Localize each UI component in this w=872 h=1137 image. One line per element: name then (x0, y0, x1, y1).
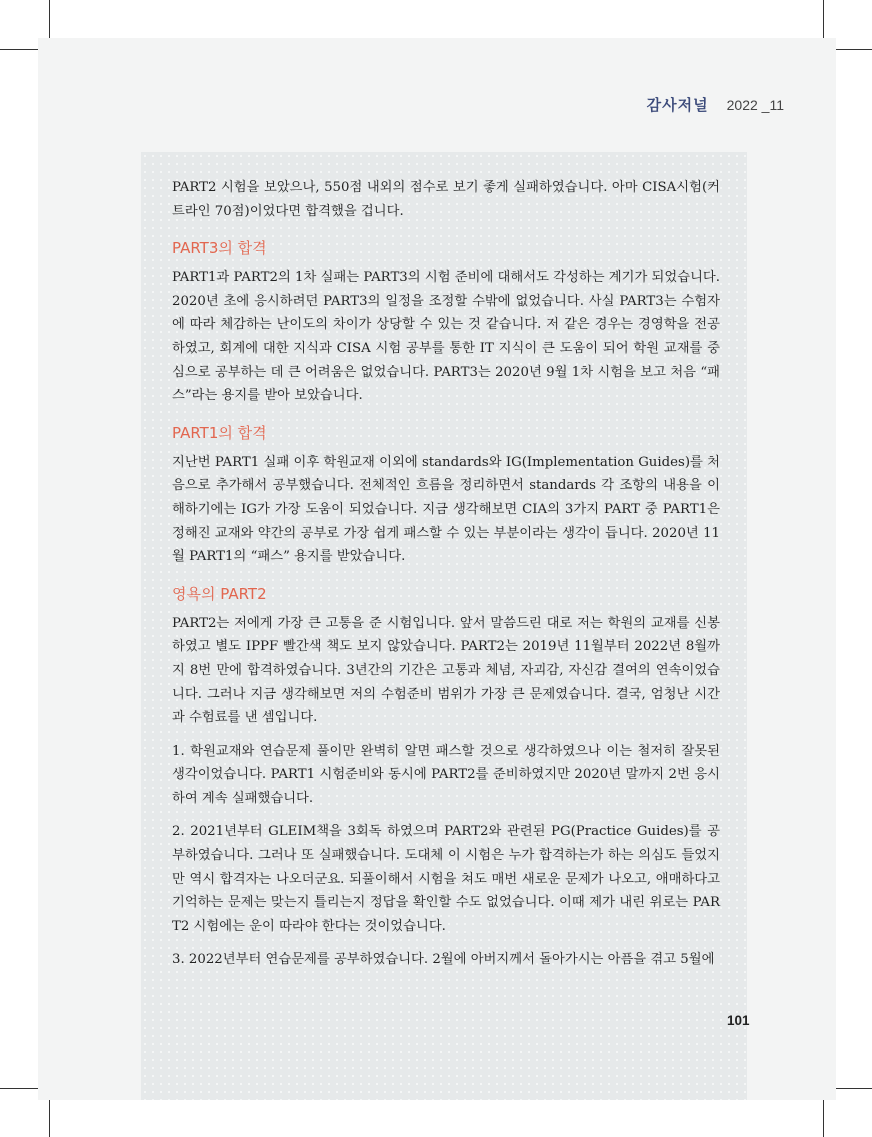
body-paragraph: 3. 2022년부터 연습문제를 공부하였습니다. 2월에 아버지께서 돌아가시는 아픔을 겪고 5월에 (172, 952, 715, 968)
body-paragraph: PART2는 저에게 가장 큰 고통을 준 시험입니다. 앞서 말씀드린 대로 저는 학원의 교재를 신봉하였고 별도 IPPF 빨간색 책도 보지 않았습니다. PART2는 2019년 11월부터 2022년 8월까지 8번 만에 합격하였습니다. 3년간의 기간은 고통과 체념, 자괴감, 자신감 결여의 연속이었습니다. 그러나 지금 생각해보면 저의 수험준비 범위가 가장 큰 문제였습니다. 결국, 엄청난 시간과 수험료를 낸 셈입니다. (172, 615, 720, 726)
article-body (172, 176, 720, 982)
crop-mark (836, 1088, 872, 1089)
section-heading: PART3의 합격 (172, 239, 267, 258)
page-number: 101 (727, 1013, 750, 1028)
issue-label: 2022 _11 (726, 97, 784, 113)
section-heading: PART1의 합격 (172, 423, 267, 442)
crop-mark (49, 0, 50, 38)
body-paragraph: 지난번 PART1 실패 이후 학원교재 이외에 standards와 IG(Implementation Guides)를 처음으로 추가해서 공부했습니다. 전체적인 흐름을 정리하면서 standards 각 조항의 내용을 이해하기에는 IG가 가장 도움이 되었습니다. 지금 생각해보면 CIA의 3가지 PART 중 PART1은 정해진 교재와 약간의 공부로 가장 쉽게 패스할 수 있는 부분이라는 생각이 듭니다. 2020년 11월 PART1의 “패스” 용지를 받았습니다. (172, 454, 720, 565)
intro-paragraph: PART2 시험을 보았으나, 550점 내외의 점수로 보기 좋게 실패하였습니다. 아마 CISA시험(커트라인 70점)이었다면 합격했을 겁니다. (172, 180, 720, 219)
crop-mark (823, 0, 824, 38)
body-paragraph: 2. 2021년부터 GLEIM책을 3회독 하였으며 PART2와 관련된 PG(Practice Guides)를 공부하였습니다. 그러나 또 실패했습니다. 도대체 이 시험은 누가 합격하는가 하는 의심도 들었지만 역시 합격자는 나오더군요. 되풀이해서 시험을 쳐도 매번 새로운 문제가 나오고, 애매하다고 기억하는 문제는 맞는지 틀리는지 정답을 확인할 수도 없었습니다. 이때 제가 내린 위로는 PART2 시험에는 운이 따라야 한다는 것이었습니다. (172, 824, 720, 934)
body-paragraph: 1. 학원교재와 연습문제 풀이만 완벽히 알면 패스할 것으로 생각하였으나 이는 철저히 잘못된 생각이었습니다. PART1 시험준비와 동시에 PART2를 준비하였지만 2020년 말까지 2번 응시하여 계속 실패했습니다. (172, 743, 720, 806)
body-paragraph: PART1과 PART2의 1차 실패는 PART3의 시험 준비에 대해서도 각성하는 계기가 되었습니다. 2020년 초에 응시하려던 PART3의 일정을 조정할 수밖에 없었습니다. 사실 PART3는 수험자에 따라 체감하는 난이도의 차이가 상당할 수 있는 것 같습니다. 저 같은 경우는 경영학을 전공하였고, 회계에 대한 지식과 CISA 시험 공부를 통한 IT 지식이 큰 도움이 되어 학원 교재를 중심으로 공부하는 데 큰 어려움은 없었습니다. PART3는 2020년 9월 1차 시험을 보고 처음 “패스”라는 용지를 받아 보았습니다. (172, 270, 720, 404)
crop-mark (49, 1100, 50, 1137)
running-header (647, 94, 784, 116)
crop-mark (823, 1100, 824, 1137)
section-heading: 영욕의 PART2 (172, 584, 267, 603)
journal-title: 감사저널 (646, 96, 709, 114)
crop-mark (0, 49, 38, 50)
crop-mark (0, 1088, 38, 1089)
crop-mark (836, 49, 872, 50)
